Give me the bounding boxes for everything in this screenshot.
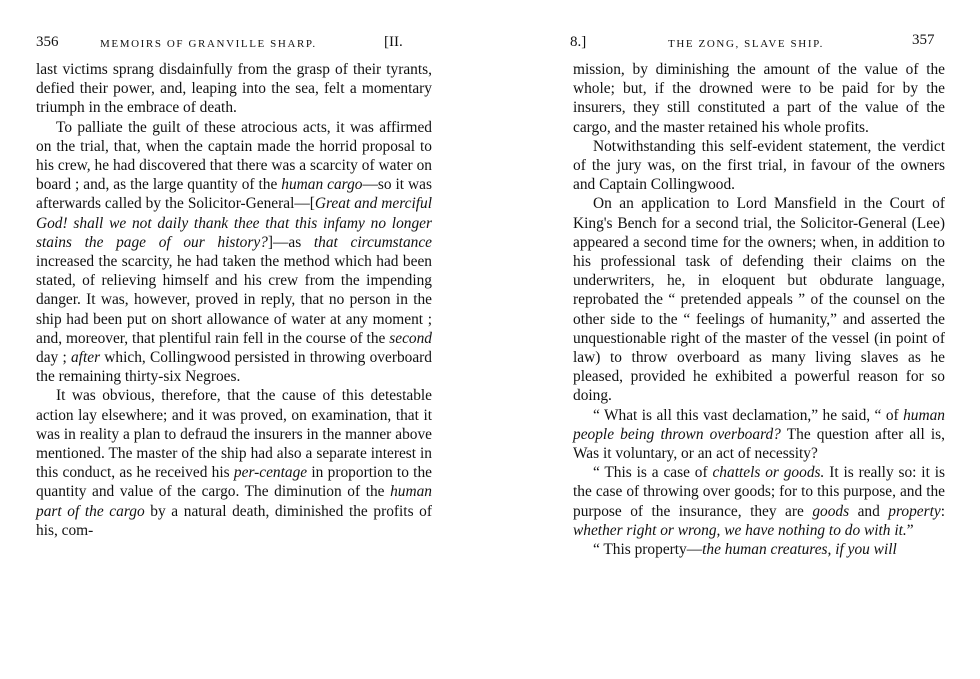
italic-text: human cargo <box>281 176 363 194</box>
text-run: “ What is all this vast declamation,” he said, “ of <box>593 406 904 424</box>
text-run: The question after all is, Was it voluntary, or an act of necessity? <box>573 425 945 463</box>
italic-text: after <box>70 349 101 367</box>
text-run: —so it was afterwards called by the Solicitor-General—[ <box>36 176 432 213</box>
right-paragraph <box>573 463 945 540</box>
text-run: increased the scarcity, he had taken the method which had been stated, of relieving himself and his crew from the impending danger. It was, however, proved in reply, that no person in the ship had been put on short allowance of water at any moment ; and, moreover, that plentiful rain fell in the course of the <box>36 253 432 347</box>
right-page <box>490 0 980 679</box>
italic-text: the human creatures, if you will <box>702 541 897 559</box>
italic-text: human people being thrown overboard? <box>573 406 945 443</box>
right-page-number: 357 <box>912 32 935 48</box>
text-run: last victims sprang disdainfully from the grasp of their tyrants, defied their power, and, leaping into the sea, felt a momentary triumph in the embrace of death. <box>36 61 432 117</box>
text-run: “ This is a case of <box>593 464 713 482</box>
text-run: mission, by diminishing the amount of the value of the whole; but, if the drowned were to be paid for by the insurers, they still constituted a part of the value of the cargo, and the master retained his whole profits. <box>573 61 945 136</box>
italic-text: Great and merciful God! shall we not daily thank thee that this infamy no longer stains the page of our history? <box>36 195 432 251</box>
italic-text: per-centage <box>233 464 308 482</box>
right-paragraph <box>573 137 945 195</box>
text-run: in proportion to the quantity and value of the cargo. The diminution of the <box>36 464 432 501</box>
right-paragraph <box>573 406 945 464</box>
italic-text: second <box>389 329 432 347</box>
text-run: It was obvious, therefore, that the cause of this detestable action lay elsewhere; and it was proved, on examination, that it was in reality a plan to defraud the insurers in the manner above mentioned. The master of the ship had also a separate interest in this conduct, as he received his <box>36 387 432 482</box>
right-paragraph <box>573 60 945 137</box>
left-paragraph <box>36 118 432 387</box>
right-paragraph <box>573 194 945 405</box>
left-body-text <box>36 60 432 540</box>
left-running-head: MEMOIRS OF GRANVILLE SHARP. <box>100 38 317 50</box>
left-page-number: 356 <box>36 34 59 50</box>
italic-text: whether right or wrong, we have nothing to do with it. <box>573 521 907 539</box>
text-run: day ; <box>36 349 71 367</box>
italic-text: goods <box>812 502 850 520</box>
italic-text: chattels or goods. <box>712 464 825 482</box>
text-run: Notwithstanding this self-evident statement, the verdict of the jury was, on the first trial, in favour of the owners and Captain Collingwood. <box>573 137 945 194</box>
italic-text: property <box>888 502 941 520</box>
text-run: ]—as <box>267 233 314 251</box>
text-run: : <box>940 502 945 520</box>
right-paragraph <box>573 540 945 559</box>
right-body-text <box>573 60 945 559</box>
text-run: “ This property— <box>593 541 703 559</box>
text-run: ” <box>906 521 914 539</box>
left-chapter-mark: [II. <box>384 34 403 50</box>
left-paragraph <box>36 60 432 118</box>
text-run: which, Collingwood persisted in throwing overboard the remaining thirty-six Negroes. <box>36 349 432 386</box>
right-chapter-mark: 8.] <box>570 34 587 50</box>
italic-text: human part of the cargo <box>36 483 432 520</box>
text-run: by a natural death, diminished the profits of his, com- <box>36 502 432 539</box>
text-run: On an application to Lord Mansfield in the Court of King's Bench for a second trial, the Solicitor-General (Lee) appeared a second time for the owners; when, in addition to his professional task of defending their claims on the underwriters, he, in eloquent but obdurate language, reprobated the “ pretended appeals ” of the counsel on the other side to the “ feelings of humanity,” and asserted the unquestionable right of the master of the vessel (in point of law) to throw overboard as many living slaves as he pleased, provided he exhibited a powerful reason for so doing. <box>573 195 945 405</box>
text-run: and <box>849 502 889 520</box>
text-run: To palliate the guilt of these atrocious acts, it was affirmed on the trial, that, when the captain made the horrid proposal to his crew, he had discovered that there was a scarcity of water on board ; and, as the large quantity of the <box>36 118 432 194</box>
left-paragraph <box>36 386 432 540</box>
right-running-head: THE ZONG, SLAVE SHIP. <box>668 38 824 50</box>
italic-text: that circumstance <box>313 233 433 251</box>
text-run: It is really so: it is the case of throwing over goods; for to this purpose, and the purpose of the insurance, they are <box>573 464 945 520</box>
